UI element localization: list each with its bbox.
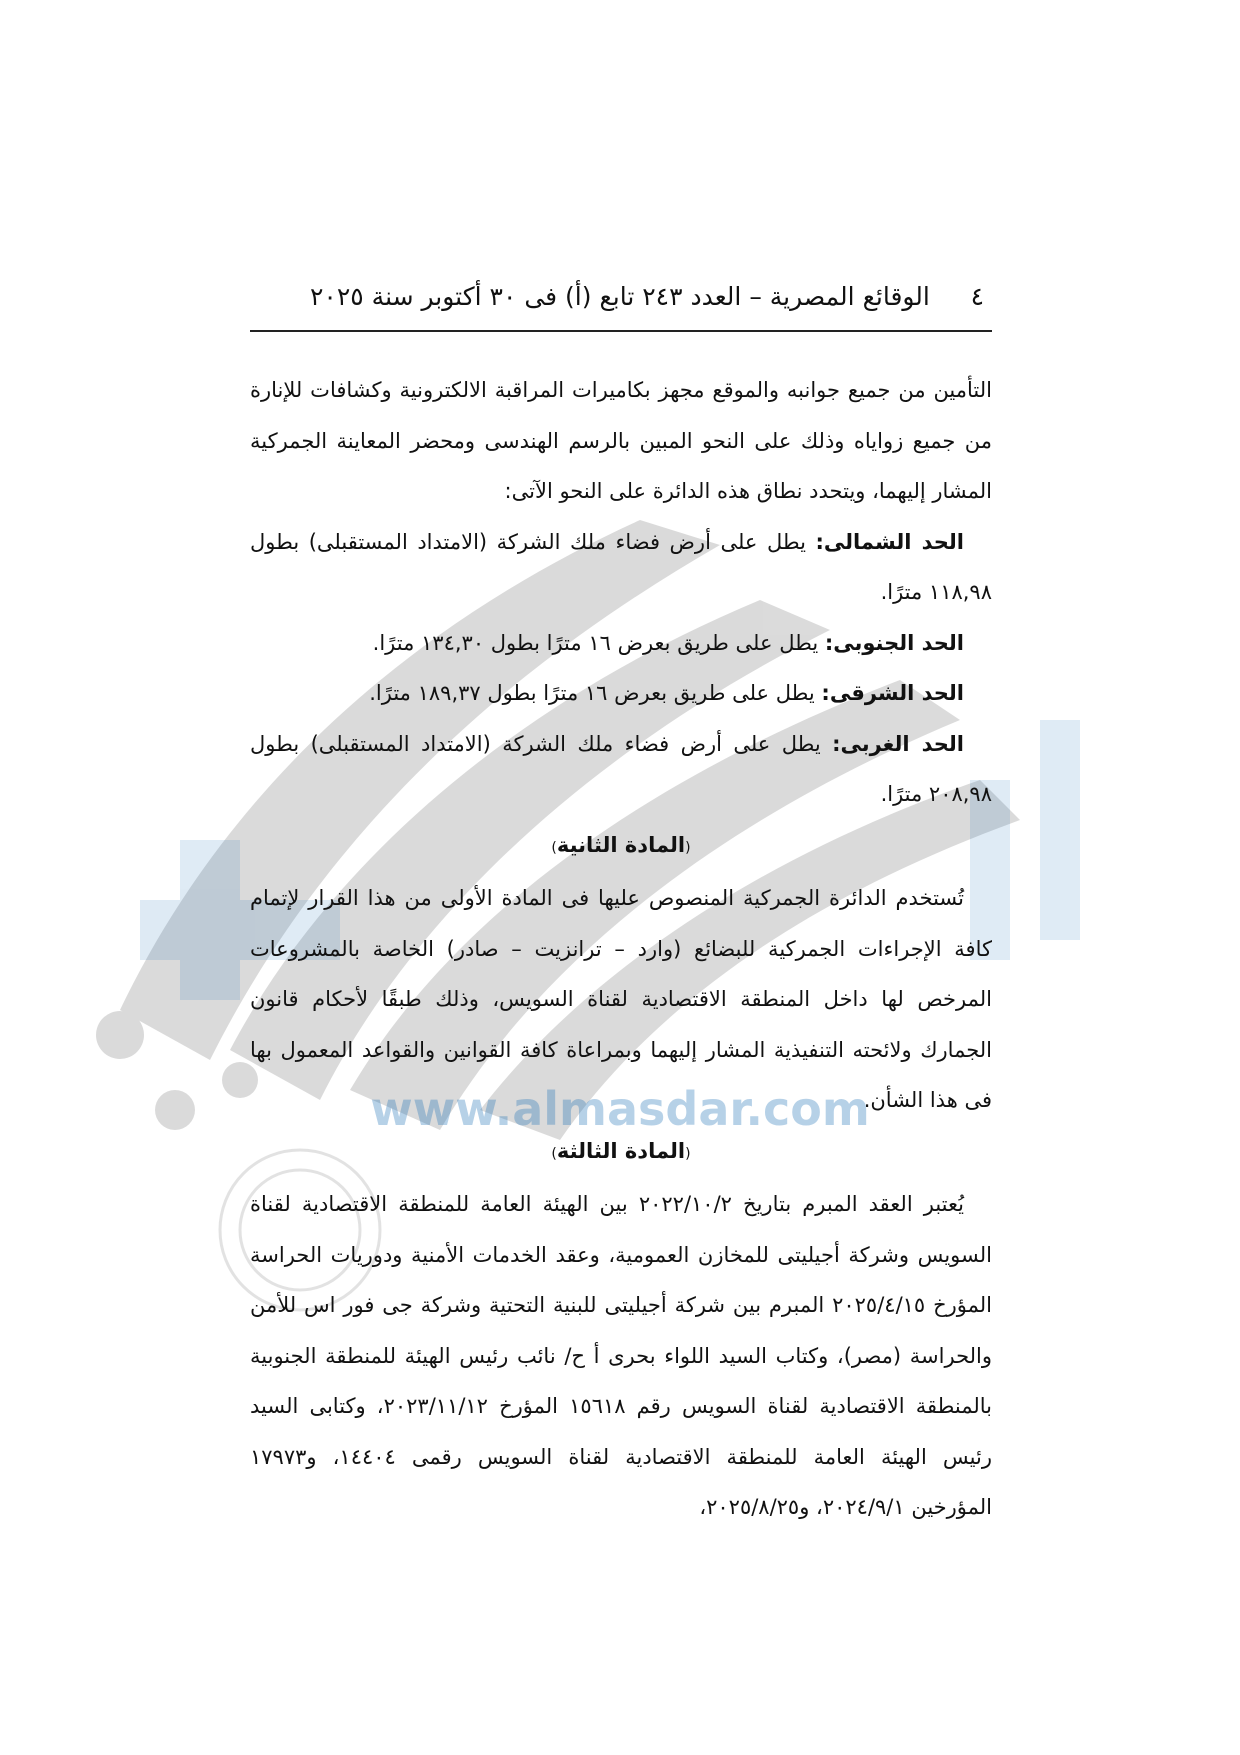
watermark-url: www.almasdar.com [370, 1082, 870, 1136]
page-header [250, 282, 992, 332]
boundary-label: الحد الشمالى: [815, 529, 964, 554]
article-3-text: يُعتبر العقد المبرم بتاريخ ٢٠٢٢/١٠/٢ بين الهيئة العامة للمنطقة الاقتصادية لقناة السويس وشركة أجيليتى للمخازن العمومية، وعقد الخدمات الأمنية ودوريات الحراسة المؤرخ ٢٠٢٥/٤/١٥ المبرم بين شركة أجيليتى للبنية التحتية وشركة جى فور اس للأمن والحراسة (مصر)، وكتاب السيد اللواء بحرى أ ح/ نائب رئيس الهيئة للمنطقة الجنوبية بالمنطقة الاقتصادية لقناة السويس رقم ١٥٦١٨ المؤرخ ٢٠٢٣/١١/١٢، وكتابى السيد رئيس الهيئة العامة للمنطقة الاقتصادية لقناة السويس رقمى ١٤٤٠٤، و١٧٩٧٣ المؤرخين ٢٠٢٤/٩/١، و٢٠٢٥/٨/٢٥، [250, 1192, 992, 1519]
boundary-label: الحد الجنوبى: [824, 630, 964, 655]
gazette-title: الوقائع المصرية – العدد ٢٤٣ تابع (أ) فى ٣٠ أكتوبر سنة ٢٠٢٥ [310, 282, 930, 311]
boundary-text: يطل على طريق بعرض ١٦ مترًا بطول ١٨٩,٣٧ مترًا. [369, 681, 822, 705]
boundary-label: الحد الشرقى: [821, 681, 964, 705]
article-2-title: (المادة الثانية) [551, 832, 691, 857]
article-2-text: تُستخدم الدائرة الجمركية المنصوص عليها فى المادة الأولى من هذا القرار لإتمام كافة الإجراءات الجمركية للبضائع (وارد – ترانزيت – صادر) الخاصة بالمشروعات المرخص لها داخل المنطقة الاقتصادية لقناة السويس، وذلك طبقًا لأحكام قانون الجمارك ولائحته التنفيذية المشار إليهما وبمراعاة كافة القوانين والقواعد المعمول بها فى هذا الشأن. [250, 886, 992, 1112]
article-2-title-text: المادة الثانية [556, 832, 686, 857]
boundary-label: الحد الغربى: [832, 731, 964, 756]
boundary-text: يطل على طريق بعرض ١٦ مترًا بطول ١٣٤,٣٠ مترًا. [372, 630, 825, 655]
boundary-text: يطل على أرض فضاء ملك الشركة (الامتداد المستقبلى) بطول ١١٨,٩٨ مترًا. [250, 529, 992, 604]
boundary-east [250, 668, 992, 719]
boundary-north [250, 517, 992, 618]
page-number: ٤ [970, 282, 984, 311]
boundary-south [250, 618, 992, 669]
intro-paragraph: التأمين من جميع جوانبه والموقع مجهز بكاميرات المراقبة الالكترونية وكشافات للإنارة من جميع زواياه وذلك على النحو المبين بالرسم الهندسى ومحضر المعاينة الجمركية المشار إليهما، ويتحدد نطاق هذه الدائرة على النحو الآتى: [250, 378, 992, 503]
boundary-west [250, 719, 992, 820]
document-body [250, 365, 992, 1533]
boundary-text: يطل على أرض فضاء ملك الشركة (الامتداد المستقبلى) بطول ٢٠٨,٩٨ مترًا. [250, 731, 992, 806]
article-3-title-text: المادة الثالثة [556, 1138, 686, 1163]
article-3-title: (المادة الثالثة) [551, 1138, 691, 1163]
